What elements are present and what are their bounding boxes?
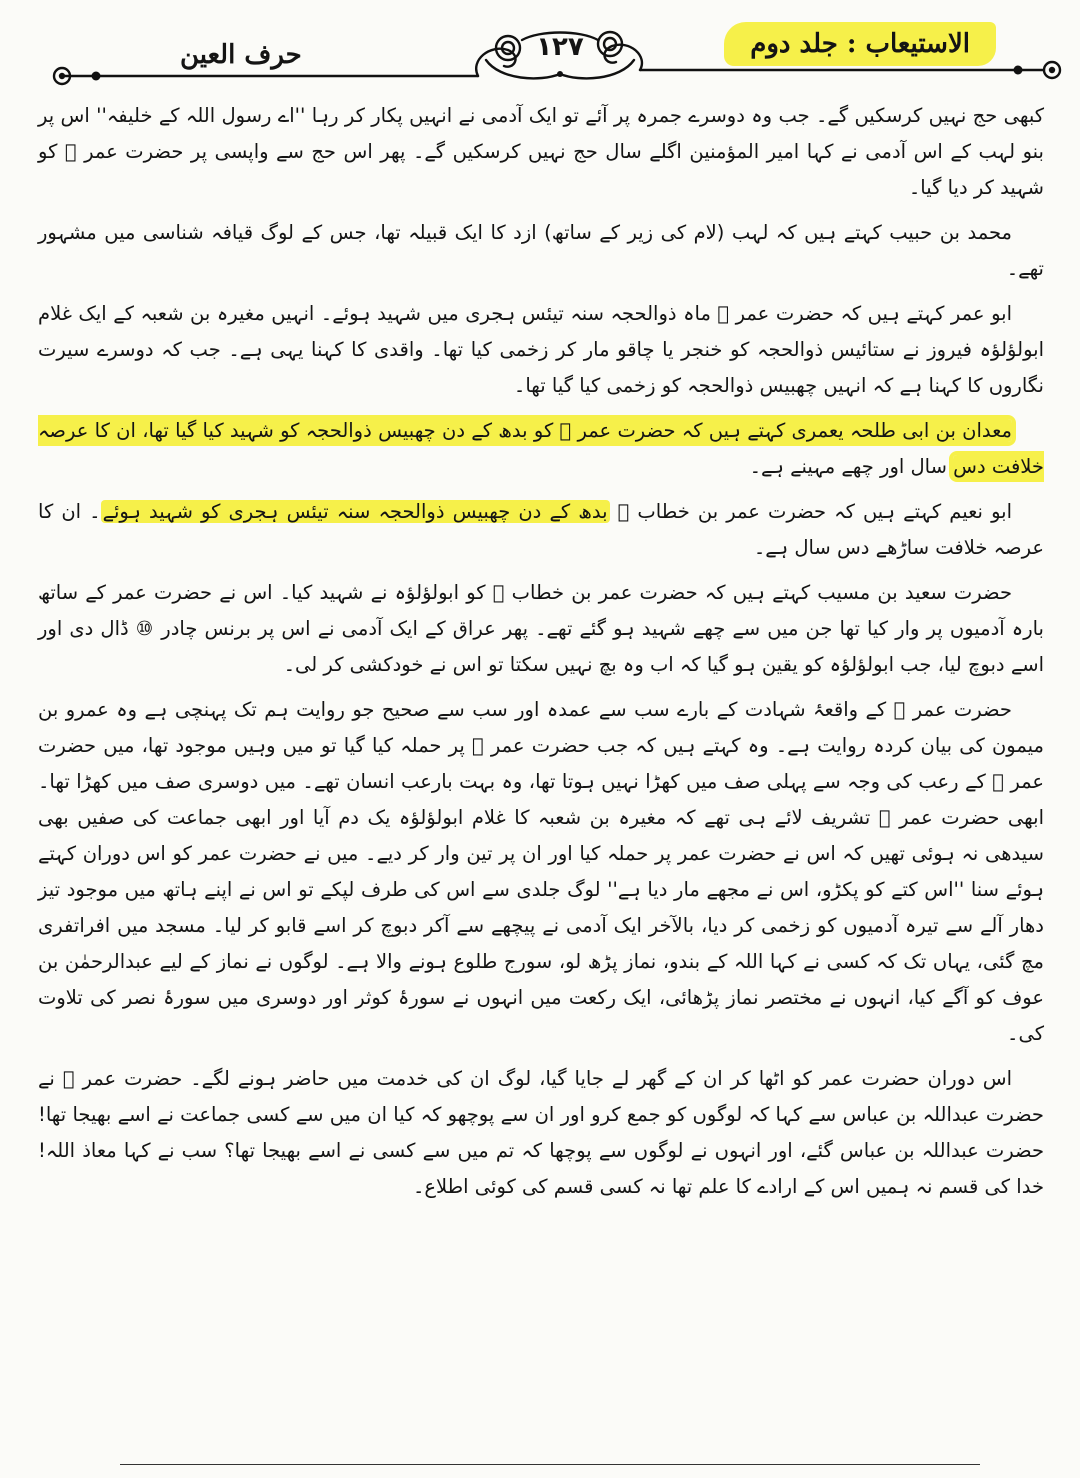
paragraph: ابو عمر کہتے ہیں کہ حضرت عمر ﷛ ماہ ذوالحجہ سنہ تیئس ہجری میں شہید ہوئے۔ انہیں مغیرہ بن شعبہ کے ایک غلام ابولؤلؤہ فیروز نے ستائیس ذوالحجہ کو خنجر یا چاقو مار کر زخمی کیا تھا۔ واقدی کا کہنا یہی ہے۔ جب کہ دوسرے سیرت نگاروں کا کہنا ہے کہ انہیں چھبیس ذوالحجہ کو زخمی کیا گیا تھا۔ (38, 302, 1044, 397)
highlighted-text: معدان بن ابی طلحہ یعمری کہتے ہیں کہ حضرت عمر ﷛ کو بدھ کے دن چھبیس ذوالحجہ کو شہید کیا گیا تھا، ان کا عرصہ خلافت دس (38, 419, 1044, 478)
footnote-divider (120, 1464, 980, 1465)
highlighted-text: بدھ کے دن چھبیس ذوالحجہ سنہ تیئس ہجری کو شہید ہوئے (102, 500, 608, 523)
paragraph: حضرت سعید بن مسیب کہتے ہیں کہ حضرت عمر بن خطاب ﷛ کو ابولؤلؤہ نے شہید کیا۔ اس نے حضرت عمر کے ساتھ بارہ آدمیوں پر وار کیا تھا جن میں سے چھے شہید ہو گئے تھے۔ پھر عراق کے ایک آدمی نے اس پر برنس چادر ⑩ ڈال دی اور اسے دبوچ لیا، جب ابولؤلؤہ کو یقین ہو گیا کہ اب وہ بچ نہیں سکتا تو اس نے خودکشی کر لی۔ (38, 581, 1044, 676)
paragraph: حضرت عمر ﷛ کے واقعۂ شہادت کے بارے سب سے عمدہ اور سب سے صحیح جو روایت ہم تک پہنچی ہے وہ عمرو بن میمون کی بیان کردہ روایت ہے۔ وہ کہتے ہیں کہ جب حضرت عمر ﷛ پر حملہ کیا گیا تو میں وہیں موجود تھا، میں حضرت عمر ﷛ کے رعب کی وجہ سے پہلی صف میں کھڑا نہیں ہوتا تھا، وہ بہت بارعب انسان تھے۔ میں دوسری صف میں کھڑا تھا۔ ابھی حضرت عمر ﷛ تشریف لائے ہی تھے کہ مغیرہ بن شعبہ کا غلام ابولؤلؤہ یک دم آیا اور ابھی جماعت کی صفیں بھی سیدھی نہ ہوئی تھیں کہ اس نے حضرت عمر پر حملہ کیا اور ان پر تین وار کر دیے۔ میں نے حضرت عمر کو اس دوران کہتے ہوئے سنا ''اس کتے کو پکڑو، اس نے مجھے مار دیا ہے'' لوگ جلدی سے اس کی طرف لپکے تو اس نے اپنے ہاتھ میں موجود تیز دھار آلے سے تیرہ آدمیوں کو زخمی کر دیا، بالآخر ایک آدمی نے پیچھے سے آکر دبوچ کر اسے قابو کر لیا۔ مسجد میں افراتفری مچ گئی، یہاں تک کہ کسی نے کہا اللہ کے بندو، نماز پڑھ لو، سورج طلوع ہونے والا ہے۔ لوگوں نے نماز کے لیے عبدالرحمٰن بن عوف کو آگے کیا، انہوں نے مختصر نماز پڑھائی، ایک رکعت میں انہوں نے سورۂ کوثر اور دوسری میں سورۂ نصر کی تلاوت کی۔ (38, 698, 1044, 1045)
paragraph-partial-highlight (38, 494, 1044, 566)
paragraph-text: سال اور چھے مہینے ہے۔ (749, 455, 947, 478)
paragraph-text: ۔ ان کا عرصہ خلافت ساڑھے دس سال ہے۔ (38, 500, 1044, 559)
book-title-highlighted: الاستیعاب : جلد دوم (724, 22, 996, 66)
page-number: ١٢٧ (536, 32, 584, 62)
chapter-title: حرف العین (180, 40, 302, 70)
page-header (0, 0, 1080, 98)
paragraph: کبھی حج نہیں کرسکیں گے۔ جب وہ دوسرے جمرہ پر آئے تو ایک آدمی نے انہیں پکار کر رہا ''اے رسول اللہ کے خلیفہ'' اس پر بنو لہب کے اس آدمی نے کہا امیر المؤمنین اگلے سال حج نہیں کرسکیں گے۔ پھر اس حج سے واپسی پر حضرت عمر ﷛ کو شہید کر دیا گیا۔ (38, 104, 1044, 199)
paragraph: محمد بن حبیب کہتے ہیں کہ لہب (لام کی زیر کے ساتھ) ازد کا ایک قبیلہ تھا، جس کے لوگ قیافہ شناسی میں مشہور تھے۔ (38, 221, 1044, 280)
paragraph-highlighted (38, 413, 1044, 485)
paragraph-lead: ابو نعیم کہتے ہیں کہ حضرت عمر بن خطاب ﷛ (617, 500, 1012, 523)
page-body (38, 98, 1044, 1214)
paragraph: اس دوران حضرت عمر کو اٹھا کر ان کے گھر لے جایا گیا، لوگ ان کی خدمت میں حاضر ہونے لگے۔ حضرت عمر ﷛ نے حضرت عبداللہ بن عباس سے کہا کہ لوگوں کو جمع کرو اور ان سے پوچھو کہ کیا ان میں سے کسی جماعت نے اسے بھیجا تھا! حضرت عبداللہ بن عباس گئے، اور انہوں نے لوگوں سے پوچھا کہ تم میں سے کسی نے اسے بھیجا تھا؟ سب نے کہا معاذ اللہ! خدا کی قسم نہ ہمیں اس کے ارادے کا علم تھا نہ کسی قسم کی کوئی اطلاع۔ (38, 1067, 1044, 1198)
